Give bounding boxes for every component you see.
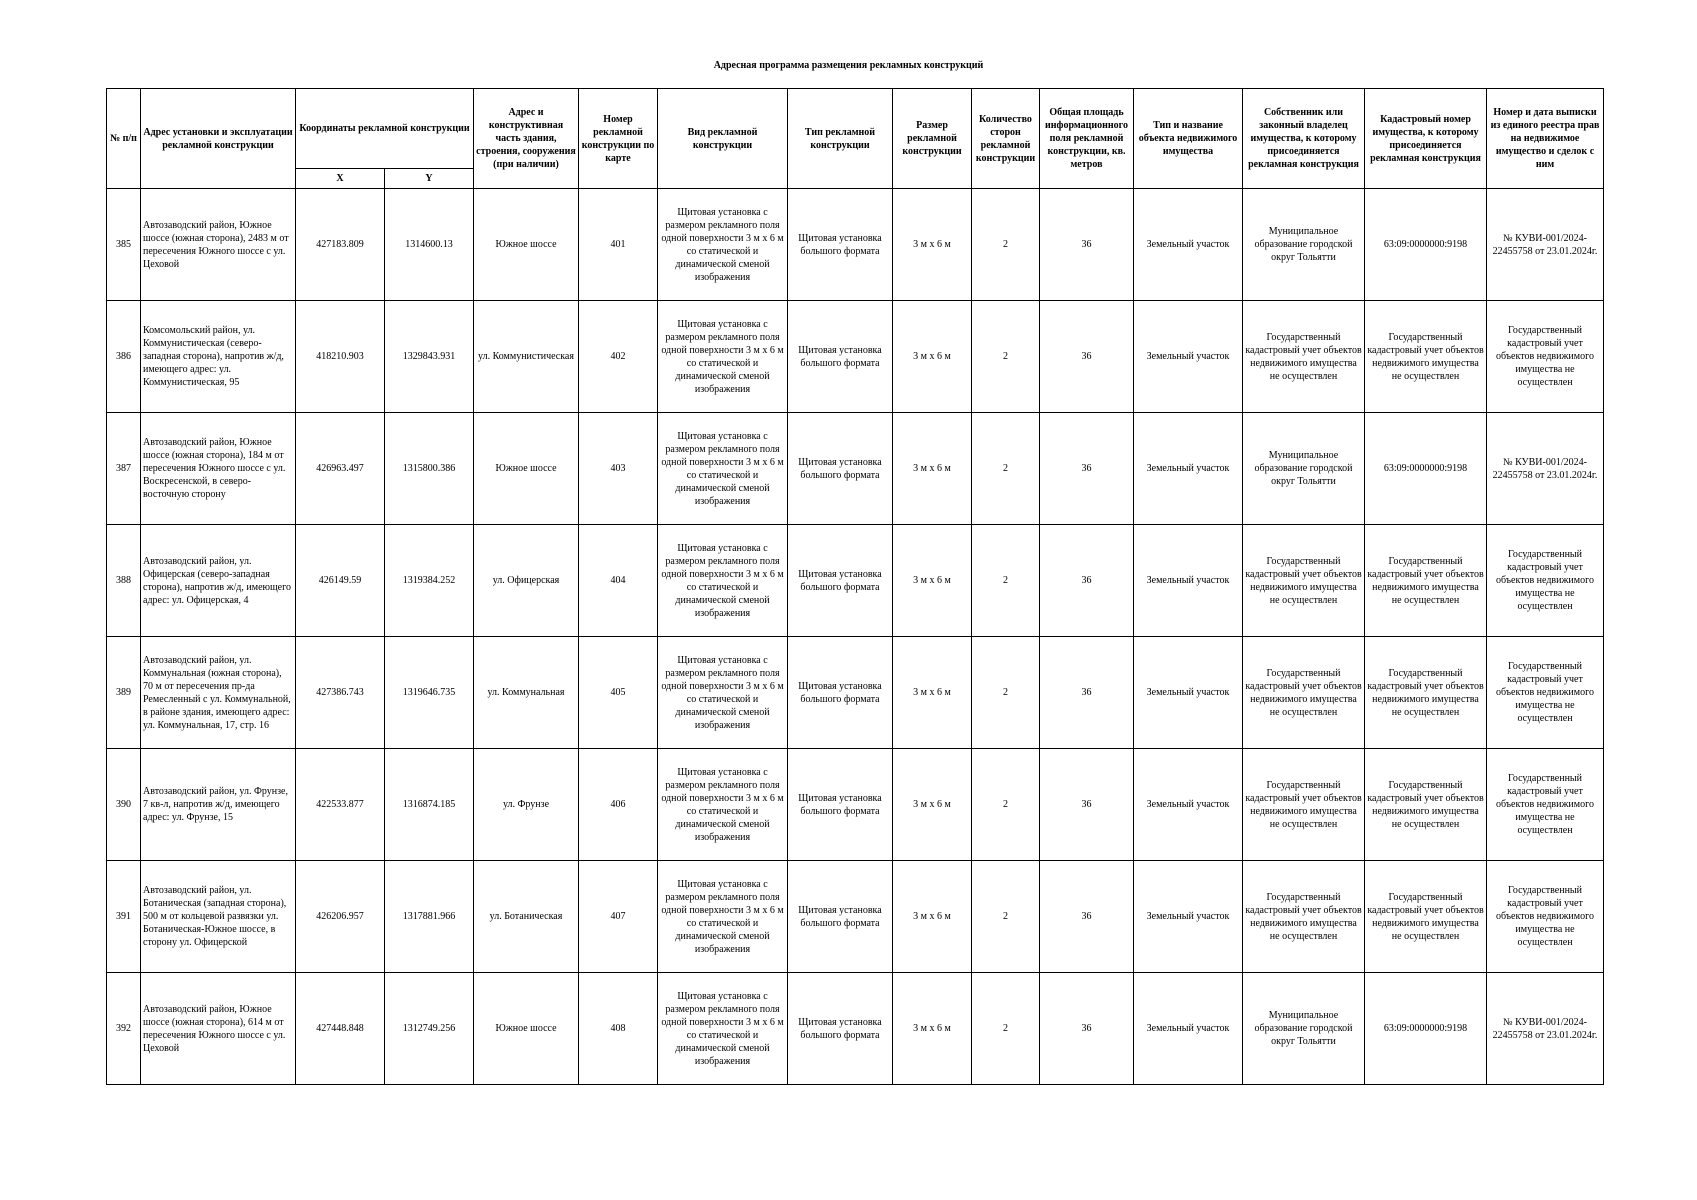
row-owner: Государственный кадастровый учет объектов недвижимого имущества не осуществлен [1243, 861, 1365, 973]
row-coord-x: 418210.903 [296, 301, 385, 413]
row-kind: Щитовая установка с размером рекламного поля одной поверхности 3 м х 6 м со статической и динамической сменой изображения [658, 413, 788, 525]
row-number: 385 [107, 189, 141, 301]
table-row [107, 525, 1604, 637]
header-coord-y: Y [385, 169, 474, 189]
row-type: Щитовая установка большого формата [788, 301, 893, 413]
row-coord-y: 1316874.185 [385, 749, 474, 861]
row-area: 36 [1040, 525, 1134, 637]
row-coord-x: 426963.497 [296, 413, 385, 525]
advertising-program-table [106, 88, 1604, 1085]
row-coord-x: 426206.957 [296, 861, 385, 973]
row-kind: Щитовая установка с размером рекламного поля одной поверхности 3 м х 6 м со статической и динамической сменой изображения [658, 189, 788, 301]
row-kind: Щитовая установка с размером рекламного поля одной поверхности 3 м х 6 м со статической и динамической сменой изображения [658, 637, 788, 749]
row-building-part: ул. Фрунзе [474, 749, 579, 861]
row-owner: Государственный кадастровый учет объектов недвижимого имущества не осуществлен [1243, 749, 1365, 861]
row-coord-y: 1312749.256 [385, 973, 474, 1085]
row-type: Щитовая установка большого формата [788, 189, 893, 301]
row-address: Автозаводский район, Южное шоссе (южная сторона), 184 м от пересечения Южного шоссе с ул. Воскресенской, в северо-восточную сторону [141, 413, 296, 525]
row-sides: 2 [972, 861, 1040, 973]
row-coord-y: 1319646.735 [385, 637, 474, 749]
row-type: Щитовая установка большого формата [788, 525, 893, 637]
row-map-number: 401 [579, 189, 658, 301]
row-owner: Государственный кадастровый учет объектов недвижимого имущества не осуществлен [1243, 637, 1365, 749]
row-number: 387 [107, 413, 141, 525]
row-size: 3 м х 6 м [893, 637, 972, 749]
row-number: 386 [107, 301, 141, 413]
table-row [107, 189, 1604, 301]
row-registry-extract: № КУВИ-001/2024-22455758 от 23.01.2024г. [1487, 413, 1604, 525]
row-kind: Щитовая установка с размером рекламного поля одной поверхности 3 м х 6 м со статической и динамической сменой изображения [658, 301, 788, 413]
row-address: Комсомольский район, ул. Коммунистическая (северо-западная сторона), напротив ж/д, имеющего адрес: ул. Коммунистическая, 95 [141, 301, 296, 413]
row-building-part: Южное шоссе [474, 973, 579, 1085]
row-registry-extract: № КУВИ-001/2024-22455758 от 23.01.2024г. [1487, 973, 1604, 1085]
header-sides: Количество сторон рекламной конструкции [972, 89, 1040, 189]
table-row [107, 301, 1604, 413]
row-registry-extract: Государственный кадастровый учет объектов недвижимого имущества не осуществлен [1487, 637, 1604, 749]
row-map-number: 404 [579, 525, 658, 637]
header-address: Адрес установки и эксплуатации рекламной конструкции [141, 89, 296, 189]
row-address: Автозаводский район, ул. Коммунальная (южная сторона), 70 м от пересечения пр-да Ремесленный с ул. Коммунальной, в районе здания, имеющего адрес: ул. Коммунальная, 17, стр. 16 [141, 637, 296, 749]
row-map-number: 402 [579, 301, 658, 413]
row-size: 3 м х 6 м [893, 973, 972, 1085]
row-map-number: 403 [579, 413, 658, 525]
row-map-number: 406 [579, 749, 658, 861]
table-row [107, 749, 1604, 861]
table-row [107, 413, 1604, 525]
row-cadastral-number: Государственный кадастровый учет объектов недвижимого имущества не осуществлен [1365, 861, 1487, 973]
row-kind: Щитовая установка с размером рекламного поля одной поверхности 3 м х 6 м со статической и динамической сменой изображения [658, 525, 788, 637]
row-area: 36 [1040, 749, 1134, 861]
table-row [107, 861, 1604, 973]
row-number: 391 [107, 861, 141, 973]
row-sides: 2 [972, 973, 1040, 1085]
header-building-part: Адрес и конструктивная часть здания, строения, сооружения (при наличии) [474, 89, 579, 189]
row-building-part: ул. Коммунальная [474, 637, 579, 749]
row-coord-x: 426149.59 [296, 525, 385, 637]
row-number: 392 [107, 973, 141, 1085]
row-coord-x: 427183.809 [296, 189, 385, 301]
row-area: 36 [1040, 861, 1134, 973]
row-property-type: Земельный участок [1134, 861, 1243, 973]
row-property-type: Земельный участок [1134, 973, 1243, 1085]
row-area: 36 [1040, 637, 1134, 749]
row-type: Щитовая установка большого формата [788, 637, 893, 749]
row-registry-extract: Государственный кадастровый учет объектов недвижимого имущества не осуществлен [1487, 749, 1604, 861]
header-type: Тип рекламной конструкции [788, 89, 893, 189]
row-building-part: ул. Ботаническая [474, 861, 579, 973]
header-coord-x: X [296, 169, 385, 189]
row-coord-y: 1315800.386 [385, 413, 474, 525]
row-owner: Муниципальное образование городской округ Тольятти [1243, 413, 1365, 525]
row-owner: Муниципальное образование городской округ Тольятти [1243, 189, 1365, 301]
row-building-part: Южное шоссе [474, 189, 579, 301]
row-property-type: Земельный участок [1134, 189, 1243, 301]
row-owner: Муниципальное образование городской округ Тольятти [1243, 973, 1365, 1085]
row-cadastral-number: 63:09:0000000:9198 [1365, 189, 1487, 301]
row-property-type: Земельный участок [1134, 749, 1243, 861]
row-size: 3 м х 6 м [893, 525, 972, 637]
row-map-number: 408 [579, 973, 658, 1085]
row-address: Автозаводский район, ул. Ботаническая (западная сторона), 500 м от кольцевой развязки ул. Ботаническая-Южное шоссе, в сторону ул. Офицерской [141, 861, 296, 973]
row-type: Щитовая установка большого формата [788, 861, 893, 973]
row-registry-extract: Государственный кадастровый учет объектов недвижимого имущества не осуществлен [1487, 525, 1604, 637]
row-coord-y: 1317881.966 [385, 861, 474, 973]
row-sides: 2 [972, 525, 1040, 637]
row-area: 36 [1040, 413, 1134, 525]
row-area: 36 [1040, 301, 1134, 413]
header-area: Общая площадь информационного поля рекламной конструкции, кв. метров [1040, 89, 1134, 189]
row-registry-extract: Государственный кадастровый учет объектов недвижимого имущества не осуществлен [1487, 861, 1604, 973]
row-size: 3 м х 6 м [893, 301, 972, 413]
row-building-part: Южное шоссе [474, 413, 579, 525]
header-cadastral-number: Кадастровый номер имущества, к которому присоединяется рекламная конструкция [1365, 89, 1487, 189]
row-coord-x: 427448.848 [296, 973, 385, 1085]
header-kind: Вид рекламной конструкции [658, 89, 788, 189]
row-building-part: ул. Офицерская [474, 525, 579, 637]
row-address: Автозаводский район, Южное шоссе (южная сторона), 2483 м от пересечения Южного шоссе с ул. Цеховой [141, 189, 296, 301]
row-sides: 2 [972, 637, 1040, 749]
document-title: Адресная программа размещения рекламных конструкций [713, 60, 984, 71]
header-number: № п/п [107, 89, 141, 189]
row-coord-y: 1329843.931 [385, 301, 474, 413]
row-address: Автозаводский район, Южное шоссе (южная сторона), 614 м от пересечения Южного шоссе с ул. Цеховой [141, 973, 296, 1085]
row-area: 36 [1040, 189, 1134, 301]
row-property-type: Земельный участок [1134, 637, 1243, 749]
row-cadastral-number: 63:09:0000000:9198 [1365, 413, 1487, 525]
row-sides: 2 [972, 413, 1040, 525]
row-property-type: Земельный участок [1134, 413, 1243, 525]
row-cadastral-number: Государственный кадастровый учет объектов недвижимого имущества не осуществлен [1365, 749, 1487, 861]
row-type: Щитовая установка большого формата [788, 749, 893, 861]
header-property-type: Тип и название объекта недвижимого имущества [1134, 89, 1243, 189]
row-coord-x: 427386.743 [296, 637, 385, 749]
row-owner: Государственный кадастровый учет объектов недвижимого имущества не осуществлен [1243, 301, 1365, 413]
row-number: 389 [107, 637, 141, 749]
row-number: 390 [107, 749, 141, 861]
row-coord-y: 1314600.13 [385, 189, 474, 301]
row-sides: 2 [972, 189, 1040, 301]
row-coord-x: 422533.877 [296, 749, 385, 861]
row-size: 3 м х 6 м [893, 189, 972, 301]
header-size: Размер рекламной конструкции [893, 89, 972, 189]
row-cadastral-number: Государственный кадастровый учет объектов недвижимого имущества не осуществлен [1365, 637, 1487, 749]
row-kind: Щитовая установка с размером рекламного поля одной поверхности 3 м х 6 м со статической и динамической сменой изображения [658, 861, 788, 973]
row-map-number: 407 [579, 861, 658, 973]
header-owner: Собственник или законный владелец имущества, к которому присоединяется рекламная конструкция [1243, 89, 1365, 189]
table-row [107, 637, 1604, 749]
header-coordinates: Координаты рекламной конструкции [296, 89, 474, 169]
row-address: Автозаводский район, ул. Офицерская (северо-западная сторона), напротив ж/д, имеющего адрес: ул. Офицерская, 4 [141, 525, 296, 637]
row-cadastral-number: 63:09:0000000:9198 [1365, 973, 1487, 1085]
row-type: Щитовая установка большого формата [788, 973, 893, 1085]
row-cadastral-number: Государственный кадастровый учет объектов недвижимого имущества не осуществлен [1365, 525, 1487, 637]
row-property-type: Земельный участок [1134, 301, 1243, 413]
row-kind: Щитовая установка с размером рекламного поля одной поверхности 3 м х 6 м со статической и динамической сменой изображения [658, 973, 788, 1085]
row-registry-extract: Государственный кадастровый учет объектов недвижимого имущества не осуществлен [1487, 301, 1604, 413]
row-size: 3 м х 6 м [893, 861, 972, 973]
row-sides: 2 [972, 749, 1040, 861]
header-map-number: Номер рекламной конструкции по карте [579, 89, 658, 189]
row-area: 36 [1040, 973, 1134, 1085]
row-map-number: 405 [579, 637, 658, 749]
row-registry-extract: № КУВИ-001/2024-22455758 от 23.01.2024г. [1487, 189, 1604, 301]
row-address: Автозаводский район, ул. Фрунзе, 7 кв-л, напротив ж/д, имеющего адрес: ул. Фрунзе, 15 [141, 749, 296, 861]
row-size: 3 м х 6 м [893, 749, 972, 861]
row-building-part: ул. Коммунистическая [474, 301, 579, 413]
row-type: Щитовая установка большого формата [788, 413, 893, 525]
row-sides: 2 [972, 301, 1040, 413]
row-size: 3 м х 6 м [893, 413, 972, 525]
row-cadastral-number: Государственный кадастровый учет объектов недвижимого имущества не осуществлен [1365, 301, 1487, 413]
header-registry-extract: Номер и дата выписки из единого реестра прав на недвижимое имущество и сделок с ним [1487, 89, 1604, 189]
row-property-type: Земельный участок [1134, 525, 1243, 637]
row-owner: Государственный кадастровый учет объектов недвижимого имущества не осуществлен [1243, 525, 1365, 637]
row-coord-y: 1319384.252 [385, 525, 474, 637]
table-row [107, 973, 1604, 1085]
row-kind: Щитовая установка с размером рекламного поля одной поверхности 3 м х 6 м со статической и динамической сменой изображения [658, 749, 788, 861]
row-number: 388 [107, 525, 141, 637]
